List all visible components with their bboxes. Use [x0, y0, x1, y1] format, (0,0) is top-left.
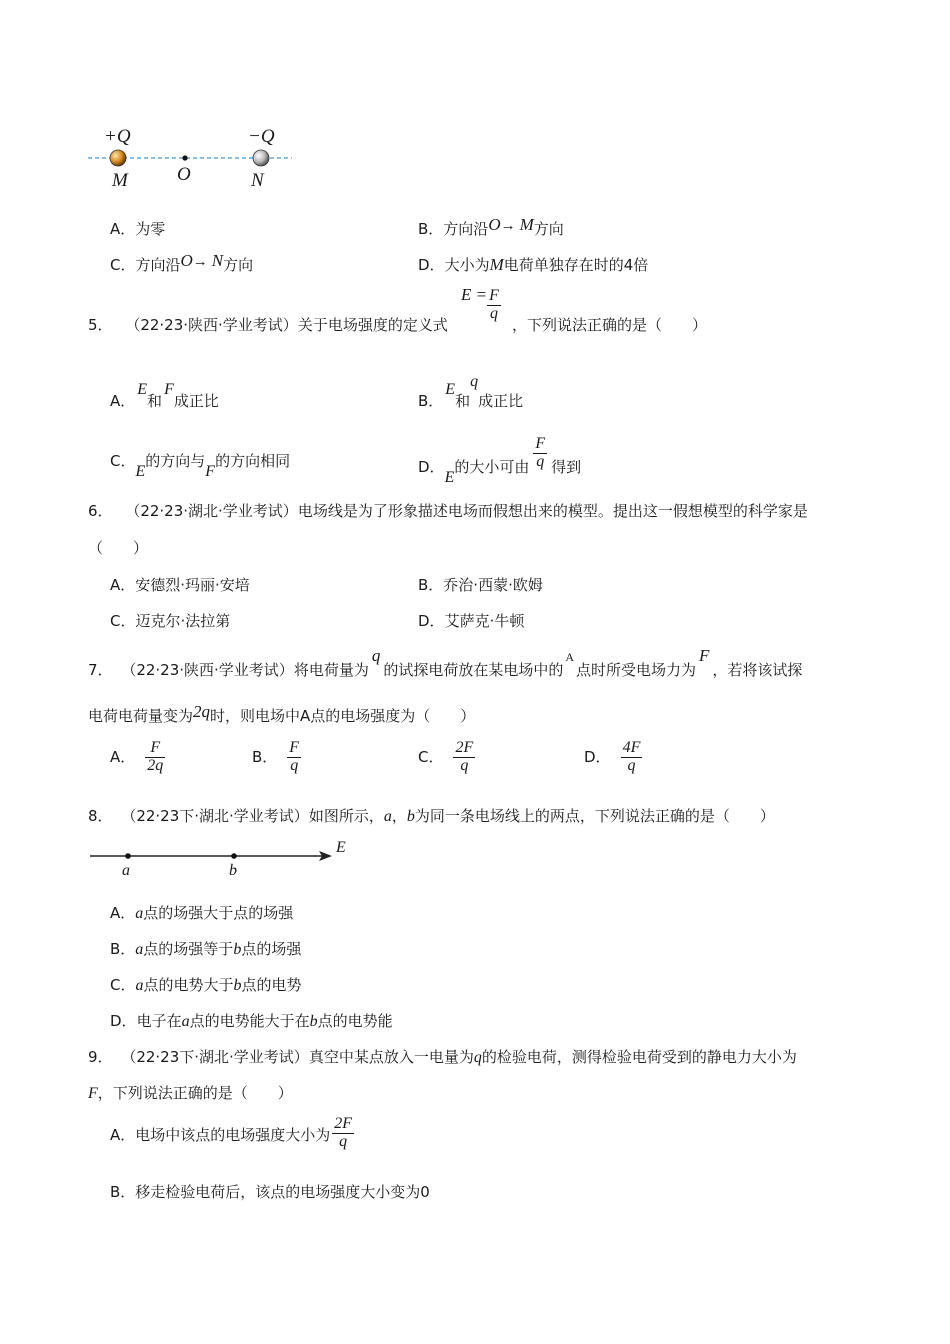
- label-n: N: [251, 170, 264, 191]
- option-letter: B．: [418, 220, 444, 238]
- q8-option-c[interactable]: [110, 974, 302, 995]
- option-letter: A．: [110, 747, 136, 766]
- option-text: 点的电势: [241, 976, 302, 994]
- var-a: a: [135, 977, 144, 994]
- option-letter: B．: [252, 747, 278, 766]
- var-b: b: [406, 808, 415, 825]
- option-letter: B．: [110, 940, 136, 958]
- question-source: （22·23·陕西·学业考试）: [125, 316, 298, 334]
- var-e: E: [444, 468, 455, 486]
- fraction-f-over-q: [487, 288, 501, 323]
- option-letter: A．: [110, 904, 136, 922]
- question-text: 电场线是为了形象描述电场而假想出来的模型。提出这一假想模型的科学家是: [297, 502, 808, 520]
- field-line-figure: [88, 836, 358, 886]
- q7-option-a[interactable]: [110, 740, 165, 775]
- question-text: 真空中某点放入一电量为: [308, 1048, 474, 1066]
- question-source: （22·23下·湖北·学业考试）: [121, 1048, 309, 1066]
- point-a: [125, 853, 131, 859]
- question-number: 8．: [88, 807, 113, 825]
- fraction-option: [287, 740, 301, 775]
- question-number: 9．: [88, 1048, 113, 1066]
- option-letter: B．: [418, 392, 444, 410]
- arrow-symbol: →: [192, 254, 208, 270]
- q6-option-d[interactable]: [418, 610, 524, 631]
- question-text: 的试探电荷放在某电场中的: [383, 661, 564, 679]
- option-text: 点的场强大于点的场强: [143, 904, 294, 922]
- fraction-2f-over-q: [332, 1116, 354, 1151]
- question-text: 如图所示，: [308, 807, 384, 825]
- option-text: 和: [455, 392, 471, 410]
- option-text: 方向沿: [443, 220, 489, 238]
- q4-option-c[interactable]: [110, 251, 254, 275]
- question-text: ，若将该试探: [712, 661, 803, 679]
- q5-option-d[interactable]: [418, 435, 582, 486]
- var-b: b: [309, 1013, 318, 1030]
- label-e: E: [336, 839, 346, 856]
- q7-stem-line2: [88, 702, 476, 726]
- option-text: 电荷单独存在时的4倍: [503, 256, 649, 274]
- numerator: F: [535, 435, 546, 452]
- fraction-option: [621, 740, 643, 775]
- q5-option-b[interactable]: [418, 373, 524, 418]
- point-b: [231, 853, 237, 859]
- denominator: 2q: [147, 756, 164, 774]
- option-letter: A．: [110, 1125, 136, 1144]
- question-text: 为同一条电场线上的两点，下列说法正确的是（ ）: [414, 807, 775, 825]
- option-letter: A．: [110, 392, 136, 410]
- denominator: q: [460, 756, 469, 774]
- option-letter: C．: [110, 612, 136, 630]
- var-f: F: [699, 646, 710, 665]
- option-letter: C．: [110, 976, 136, 994]
- option-letter: D．: [584, 747, 611, 766]
- option-text: 乔治·西蒙·欧姆: [443, 576, 543, 594]
- numerator: F: [145, 740, 165, 758]
- var-f: F: [164, 381, 174, 398]
- question-source: （22·23下·湖北·学业考试）: [121, 807, 309, 825]
- option-text: 得到: [551, 457, 582, 476]
- question-text: 电荷电荷量变为: [88, 707, 194, 725]
- question-number: 6．: [88, 502, 113, 520]
- var-o: O: [488, 215, 501, 234]
- var-q: q: [473, 1049, 482, 1066]
- option-text: 移走检验电荷后，该点的电场强度大小变为0: [135, 1183, 430, 1201]
- var-a: A: [565, 650, 575, 664]
- label-m: M: [112, 170, 128, 191]
- option-text: 方向: [533, 220, 564, 238]
- option-text: 电场中该点的电场强度大小为: [135, 1125, 331, 1144]
- option-letter: C．: [418, 747, 444, 766]
- option-text: 迈克尔·法拉第: [135, 612, 231, 630]
- numerator: 4F: [622, 739, 641, 756]
- option-text: 的方向相同: [215, 452, 291, 470]
- var-f: F: [88, 1085, 98, 1102]
- option-letter: D．: [418, 457, 445, 476]
- question-number: 7．: [88, 661, 113, 679]
- fraction-option: [453, 740, 475, 775]
- var-e: E: [137, 381, 148, 398]
- q9-option-a[interactable]: [110, 1116, 354, 1151]
- negative-charge-ball: [253, 150, 269, 166]
- question-source: （22·23·湖北·学业考试）: [125, 502, 298, 520]
- q4-option-d[interactable]: [418, 254, 648, 275]
- q8-option-b[interactable]: [110, 938, 301, 959]
- q7-option-c[interactable]: [418, 740, 475, 775]
- var-e: E: [445, 381, 456, 398]
- option-text: 方向: [223, 256, 254, 274]
- q9-stem-line2: [88, 1082, 293, 1103]
- q6-stem-line2: （ ）: [88, 539, 149, 557]
- numerator: 2F: [334, 1115, 353, 1132]
- q8-option-a[interactable]: [110, 902, 293, 923]
- option-letter: D．: [418, 612, 445, 630]
- option-text: 点的电势能: [317, 1012, 393, 1030]
- question-text: 点时所受电场力为: [576, 661, 697, 679]
- var-n: N: [211, 251, 224, 270]
- q5-formula: [461, 284, 501, 323]
- label-plus-q: +Q: [104, 126, 131, 147]
- option-text: 点的电势大于: [143, 976, 234, 994]
- q7-option-b[interactable]: [252, 740, 301, 775]
- q8-stem: [88, 805, 775, 826]
- option-text: 为零: [135, 220, 166, 238]
- var-q: q: [371, 646, 381, 665]
- var-a: a: [181, 1013, 190, 1030]
- var-q: q: [470, 373, 479, 390]
- q8-option-d[interactable]: [110, 1010, 393, 1031]
- question-text: ，: [391, 807, 407, 825]
- q6-option-b[interactable]: [418, 574, 543, 595]
- option-text: 点的场强: [241, 940, 302, 958]
- option-text: 的大小可由: [454, 457, 530, 476]
- q9-stem: [88, 1046, 797, 1067]
- denominator: q: [536, 452, 545, 470]
- option-letter: A．: [110, 576, 136, 594]
- formula-lhs: E =: [461, 284, 488, 304]
- q4-option-b[interactable]: [418, 215, 564, 239]
- question-text: 关于电场强度的定义式: [297, 316, 448, 334]
- denominator: q: [490, 304, 498, 322]
- question-source: （22·23·陕西·学业考试）: [121, 661, 294, 679]
- q5-stem-post: ，下列说法正确的是（ ）: [512, 316, 708, 334]
- var-b: b: [233, 941, 242, 958]
- var-2q: 2q: [193, 702, 211, 721]
- var-a: a: [135, 941, 144, 958]
- q6-stem: [88, 500, 808, 521]
- label-b: b: [229, 862, 237, 879]
- q6-option-a[interactable]: [110, 574, 250, 595]
- option-letter: B．: [110, 1183, 136, 1201]
- center-point-o: [182, 155, 187, 160]
- q9-option-b[interactable]: [110, 1181, 430, 1202]
- q4-option-a[interactable]: [110, 218, 165, 239]
- arrow-symbol: →: [500, 218, 516, 234]
- option-letter: C．: [110, 256, 136, 274]
- option-text: 安德烈·玛丽·安培: [135, 576, 250, 594]
- option-text: 点的电势能大于在: [189, 1012, 310, 1030]
- label-a: a: [122, 862, 130, 879]
- option-letter: D．: [418, 256, 445, 274]
- option-text: 成正比: [173, 392, 219, 410]
- option-letter: C．: [110, 452, 136, 470]
- two-charges-figure: [80, 118, 310, 198]
- var-f: F: [205, 463, 216, 480]
- question-text: 将电荷量为: [293, 661, 369, 679]
- denominator: q: [627, 756, 636, 774]
- option-letter: A．: [110, 220, 136, 238]
- denominator: q: [290, 756, 299, 774]
- fraction-option: [145, 740, 165, 775]
- question-number: 5．: [88, 316, 113, 334]
- var-b: b: [233, 977, 242, 994]
- numerator: F: [489, 287, 499, 304]
- option-letter: B．: [418, 576, 444, 594]
- fraction-f-over-q: [533, 436, 547, 471]
- var-m: M: [519, 215, 534, 234]
- label-o: O: [177, 164, 191, 185]
- question-text: 的检验电荷，测得检验电荷受到的静电力大小为: [481, 1048, 797, 1066]
- option-text: 成正比: [478, 392, 524, 410]
- option-text: 的方向与: [145, 452, 206, 470]
- q7-option-d[interactable]: [584, 740, 642, 775]
- question-text: 时，则电场中A点的电场强度为（ ）: [210, 707, 476, 725]
- numerator: 2F: [455, 739, 474, 756]
- var-a: a: [383, 808, 392, 825]
- q7-stem: [88, 645, 802, 681]
- option-text: 方向沿: [135, 256, 181, 274]
- option-text: 点的场强等于: [143, 940, 234, 958]
- option-text: 和: [147, 392, 163, 410]
- option-letter: D．: [110, 1012, 137, 1030]
- var-o: O: [180, 251, 193, 270]
- q5-stem: [88, 314, 448, 335]
- var-a: a: [135, 905, 144, 922]
- denominator: q: [339, 1132, 348, 1150]
- q6-option-c[interactable]: [110, 610, 230, 631]
- option-text: 大小为: [444, 256, 490, 274]
- option-text: 电子在: [136, 1012, 182, 1030]
- numerator: F: [289, 739, 300, 756]
- var-m: M: [489, 255, 504, 274]
- option-text: 艾萨克·牛顿: [444, 612, 525, 630]
- label-minus-q: −Q: [248, 126, 275, 147]
- positive-charge-ball: [110, 150, 126, 166]
- question-text: ，下列说法正确的是（ ）: [97, 1084, 293, 1102]
- q5-option-a[interactable]: [110, 378, 219, 418]
- var-e: E: [135, 463, 146, 480]
- q5-option-c[interactable]: [110, 450, 291, 480]
